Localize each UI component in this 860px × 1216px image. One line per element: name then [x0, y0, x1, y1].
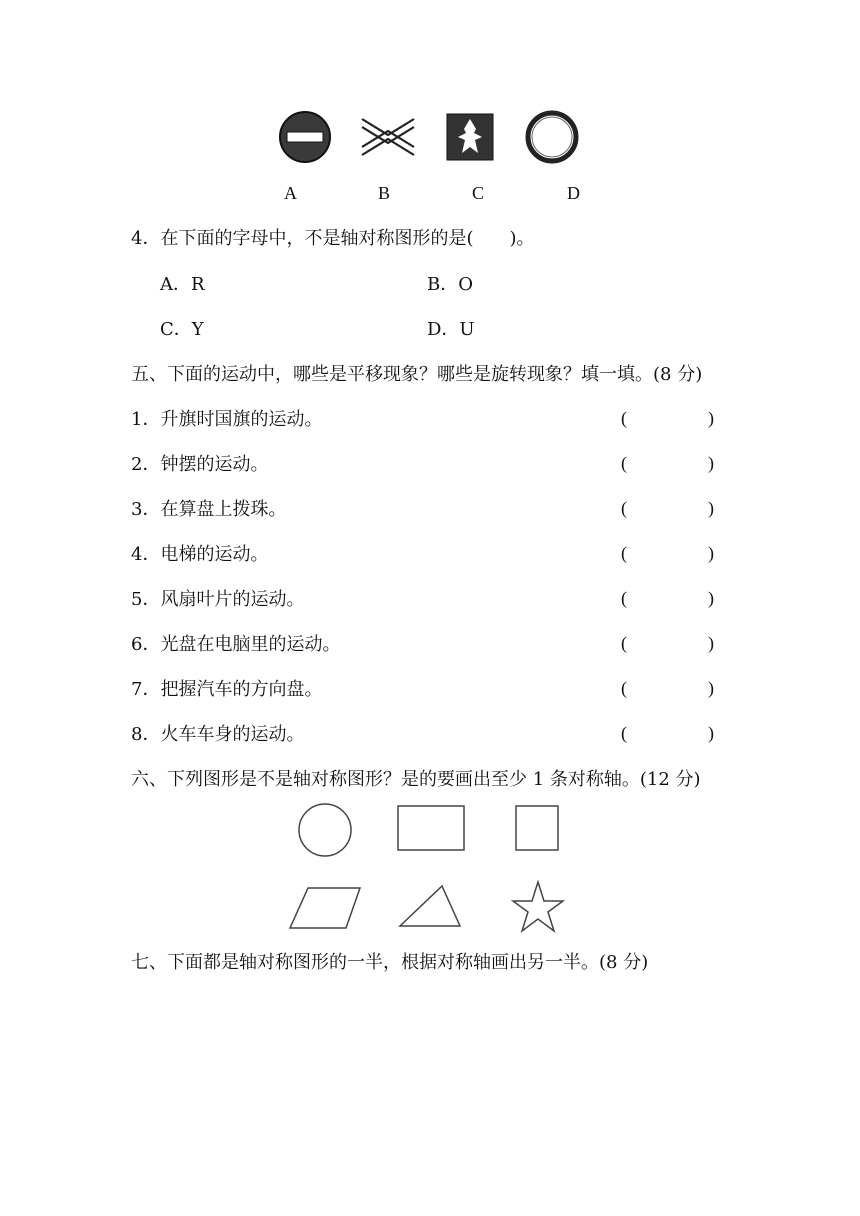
answer-paren-open: ( [621, 633, 627, 653]
triangle-shape [400, 886, 460, 926]
answer-paren-open: ( [621, 723, 627, 743]
item-text: 5．风扇叶片的运动。 [131, 589, 305, 610]
list-item [131, 408, 731, 432]
sign-label-d: D [567, 183, 580, 203]
item-text: 2．钟摆的运动。 [131, 454, 269, 475]
parallelogram-shape [290, 888, 360, 928]
q4-option-b: B．O [427, 274, 473, 295]
list-item [131, 723, 731, 747]
answer-paren-open: ( [621, 588, 627, 608]
list-item [131, 453, 731, 477]
shapes-svg [280, 800, 580, 940]
list-item [131, 588, 731, 612]
circle-shape [299, 804, 351, 856]
sign-label-a: A [284, 183, 297, 203]
list-item [131, 633, 731, 657]
item-text: 7．把握汽车的方向盘。 [131, 679, 323, 700]
road-narrows-sign-icon [362, 119, 414, 155]
answer-paren-open: ( [621, 543, 627, 563]
list-item [131, 543, 731, 567]
shape-figure [280, 800, 580, 940]
answer-paren-close: ) [708, 588, 714, 608]
answer-paren-open: ( [621, 408, 627, 428]
sign-label-c: C [472, 183, 485, 203]
answer-paren-open: ( [621, 498, 627, 518]
answer-paren-close: ) [708, 678, 714, 698]
ring-sign-icon [528, 113, 576, 161]
rectangle-shape [398, 806, 464, 850]
answer-paren-close: ) [708, 453, 714, 473]
q4-option-d: D．U [427, 319, 475, 340]
section6-heading: 六、下列图形是不是轴对称图形？是的要画出至少 1 条对称轴。(12 分) [131, 769, 701, 790]
section5-heading: 五、下面的运动中，哪些是平移现象？哪些是旋转现象？填一填。(8 分) [131, 364, 703, 385]
item-text: 4．电梯的运动。 [131, 544, 269, 565]
answer-paren-close: ) [708, 723, 714, 743]
answer-paren-close: ) [708, 543, 714, 563]
no-entry-sign-icon [280, 112, 330, 162]
q4-option-c: C．Y [160, 319, 204, 340]
fleur-square-sign-icon [447, 114, 493, 160]
list-item [131, 678, 731, 702]
answer-paren-open: ( [621, 678, 627, 698]
sign-label-b: B [378, 183, 391, 203]
section7-heading: 七、下面都是轴对称图形的一半，根据对称轴画出另一半。(8 分) [131, 952, 649, 973]
star-shape [513, 882, 563, 931]
answer-paren-open: ( [621, 453, 627, 473]
answer-paren-close: ) [708, 498, 714, 518]
answer-paren-close: ) [708, 633, 714, 653]
item-text: 3．在算盘上拨珠。 [131, 499, 287, 520]
item-text: 8．火车车身的运动。 [131, 724, 305, 745]
q4-option-a: A．R [160, 274, 205, 295]
item-text: 6．光盘在电脑里的运动。 [131, 634, 341, 655]
q4-prompt: 4．在下面的字母中，不是轴对称图形的是( )。 [131, 228, 535, 249]
sign-row [270, 105, 590, 175]
sign-icons [270, 105, 590, 175]
square-shape [516, 806, 558, 850]
list-item [131, 498, 731, 522]
item-text: 1．升旗时国旗的运动。 [131, 409, 323, 430]
answer-paren-close: ) [708, 408, 714, 428]
